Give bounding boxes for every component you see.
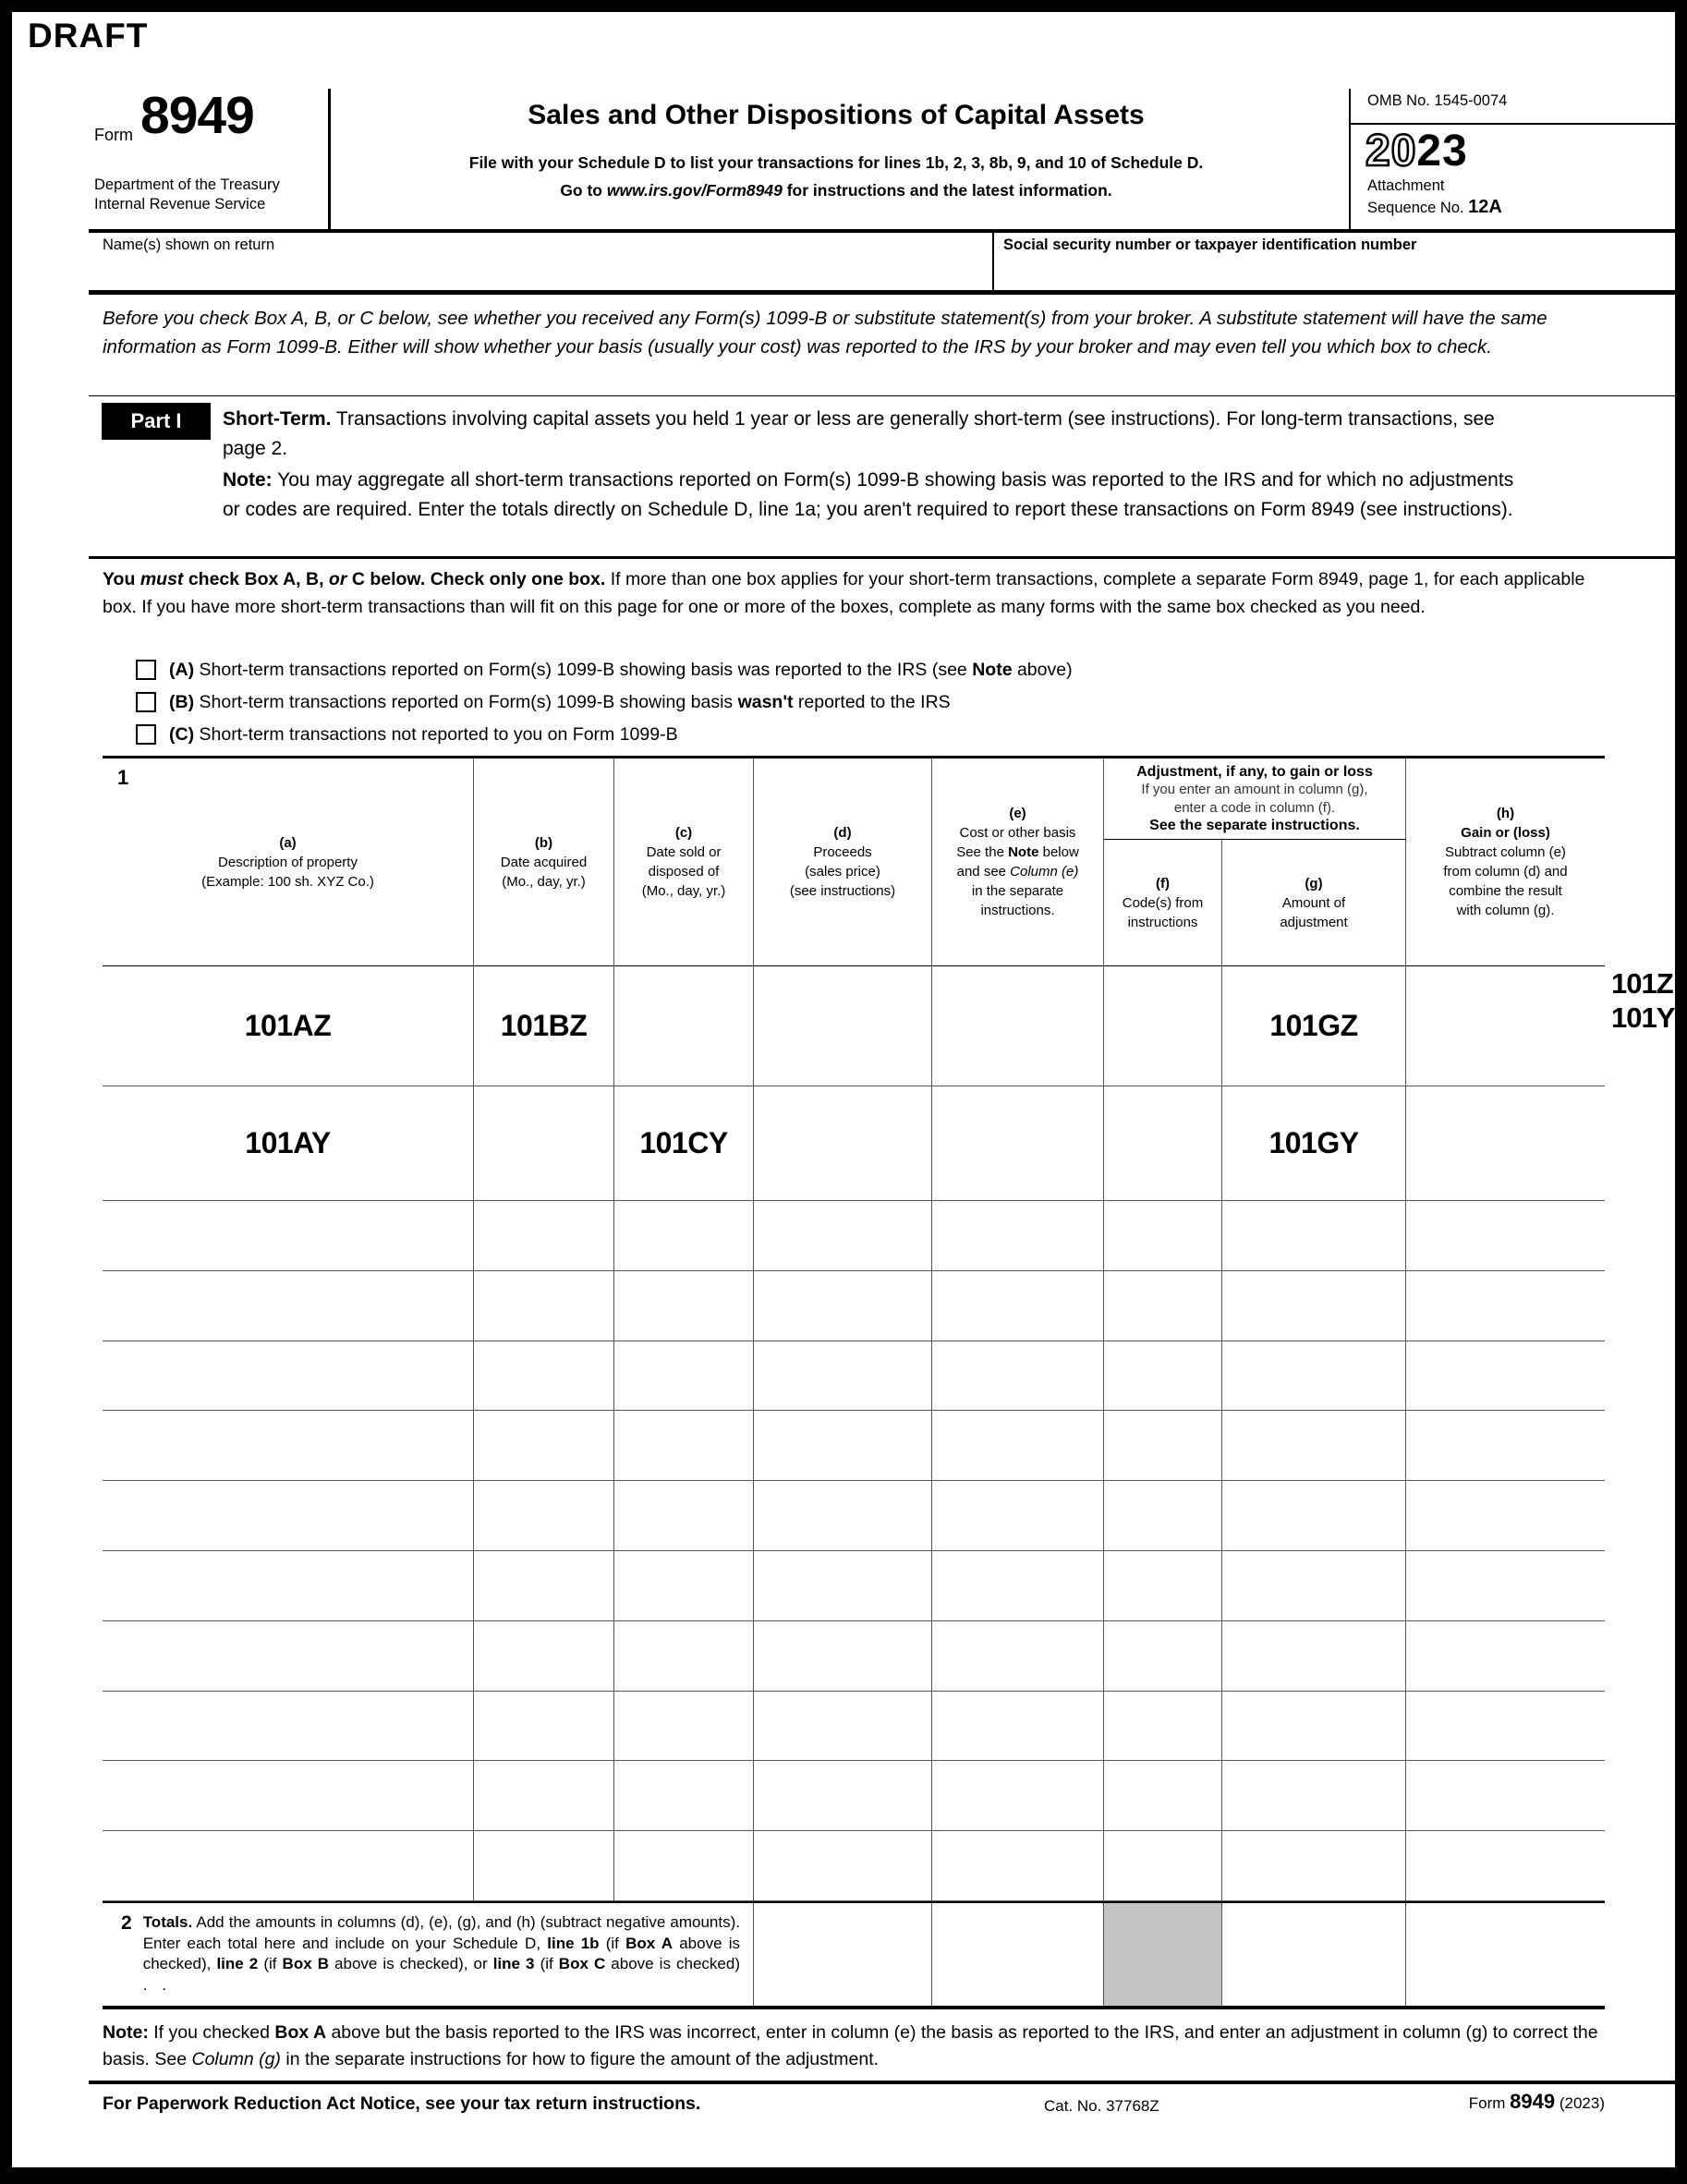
cell-g[interactable] (1222, 1831, 1406, 1901)
cell-d[interactable] (754, 1201, 932, 1271)
cell-e[interactable] (932, 1341, 1104, 1412)
cell-d[interactable] (754, 1271, 932, 1341)
col-d-line1: Proceeds (813, 844, 872, 860)
col-h-line3: combine the result (1449, 883, 1562, 899)
cell-c[interactable] (614, 1481, 754, 1551)
part1-heading (223, 405, 1516, 464)
col-h-line2: from column (d) and (1443, 864, 1568, 880)
cell-b[interactable] (474, 1551, 614, 1621)
cell-c[interactable] (614, 1621, 754, 1692)
totals-t8: . (162, 1975, 167, 1994)
checkbox-a-key: (A) (169, 659, 195, 680)
year-outline: 20 (1365, 127, 1417, 176)
adjustment-t4: See the separate instructions. (1149, 818, 1360, 833)
cell-h[interactable] (1406, 1086, 1605, 1201)
cell-e[interactable] (932, 1831, 1104, 1901)
cell-e[interactable] (932, 1761, 1104, 1831)
tax-year (1365, 126, 1468, 176)
cell-f[interactable] (1104, 966, 1222, 1086)
cell-d[interactable] (754, 1621, 932, 1692)
bottom-note-t1: If you checked (148, 2022, 275, 2043)
omb-divider (1351, 123, 1675, 125)
bottom-note-t3: in the separate instructions for how to figure the amount of the adjustment. (280, 2049, 880, 2069)
checkbox-b[interactable] (136, 692, 156, 712)
part1-badge: Part I (102, 403, 211, 440)
part1-bottom-rule (89, 556, 1676, 559)
cell-c[interactable]: 101CY (614, 1086, 754, 1201)
form-subtitle-1: File with your Schedule D to list your transactions for lines 1b, 2, 3, 8b, 9, and 10 of Schedule D. (468, 153, 1204, 172)
cell-f[interactable] (1104, 1086, 1222, 1201)
col-e-line5: instructions. (980, 903, 1055, 918)
part1-heading-rest: Transactions involving capital assets you held 1 year or less are generally short-term (see instructions). For long-term transactions, see page 2. (223, 408, 1495, 459)
totals-b3: Box A (625, 1934, 674, 1952)
goto-post: for instructions and the latest information. (782, 181, 1112, 200)
draft-watermark: DRAFT (28, 17, 149, 55)
cell-d[interactable] (754, 1341, 932, 1412)
totals-t4: (if (258, 1955, 283, 1972)
part1-heading-bold: Short-Term. (223, 408, 332, 430)
cell-d[interactable] (754, 1831, 932, 1901)
table-body (103, 966, 1605, 1901)
totals-t6: (if (534, 1955, 559, 1972)
footer-form-id (1340, 2090, 1605, 2114)
cell-d[interactable] (754, 1692, 932, 1762)
col-e-l2c: below (1038, 844, 1079, 860)
adjustment-header-text (1104, 758, 1405, 840)
margin-label-101z: 101Z (1611, 967, 1673, 1000)
checkbox-row-c (136, 722, 678, 746)
bottom-note-t2: above but the basis reported to the IRS was incorrect, enter in column (e) the basis as reported to the IRS, and enter an adjustment in column (g) to correct the basis. See (103, 2022, 1598, 2069)
col-e-l3a: and see (956, 864, 1011, 880)
cell-b[interactable] (474, 1831, 614, 1901)
cell-c[interactable] (614, 1692, 754, 1762)
checkbox-b-pre: Short-term transactions reported on Form(s) 1099-B showing basis (194, 691, 738, 712)
cell-f[interactable] (1104, 1692, 1222, 1762)
bottom-note-b1: Note: (103, 2022, 149, 2043)
part1-note-rest: You may aggregate all short-term transactions reported on Form(s) 1099-B showing basis was reported to the IRS and for which no adjustments or codes are required. Enter the totals directly on Schedule D, line 1a; you aren't required to report these transactions on Form 8949 (see instructions). (223, 469, 1514, 520)
cell-a[interactable] (103, 1692, 474, 1762)
cell-b[interactable] (474, 1692, 614, 1762)
cell-g[interactable] (1222, 1761, 1406, 1831)
omb-number: OMB No. 1545-0074 (1367, 92, 1508, 109)
part1-note-bold: Note: (223, 469, 273, 491)
col-g-tag: (g) (1305, 875, 1323, 892)
must-check-b1: You (103, 569, 140, 589)
cell-e[interactable] (932, 1086, 1104, 1201)
totals-b2: line 1b (547, 1934, 600, 1952)
totals-cell-e[interactable] (932, 1903, 1104, 2006)
checkbox-row-b (136, 690, 951, 714)
page-border-top (0, 0, 1687, 12)
cell-h[interactable] (1406, 1201, 1605, 1271)
col-e-l2b: Note (1008, 844, 1039, 860)
totals-label-cell (103, 1903, 754, 2006)
col-a-line2: (Example: 100 sh. XYZ Co.) (201, 873, 374, 890)
cell-f[interactable] (1104, 1551, 1222, 1621)
form-word: Form (94, 126, 133, 144)
cell-a[interactable] (103, 1761, 474, 1831)
col-header-h (1406, 758, 1605, 965)
col-e-line3 (957, 862, 1079, 881)
col-f-line1: Code(s) from (1122, 894, 1204, 911)
checkbox-b-label (169, 692, 951, 713)
checkbox-a-post: above) (1012, 659, 1073, 680)
checkbox-c-pre: Short-term transactions not reported to you on Form 1099-B (194, 723, 678, 745)
col-e-line1: Cost or other basis (959, 825, 1076, 841)
col-g-line2: adjustment (1280, 914, 1348, 930)
cell-e[interactable] (932, 1621, 1104, 1692)
checkbox-b-key: (B) (169, 691, 195, 712)
col-e-line4: in the separate (971, 883, 1064, 899)
col-d-line2: (sales price) (805, 864, 880, 880)
cell-c[interactable] (614, 966, 754, 1086)
cell-f[interactable] (1104, 1411, 1222, 1481)
cell-d[interactable] (754, 1086, 932, 1201)
cell-a[interactable]: 101AZ (103, 966, 474, 1086)
checkbox-a-bold: Note (972, 659, 1013, 680)
totals-b5: Box B (282, 1955, 329, 1972)
col-c-line1: Date sold or (646, 844, 722, 860)
year-solid: 23 (1416, 127, 1468, 176)
cell-b[interactable] (474, 1481, 614, 1551)
cell-e[interactable] (932, 1271, 1104, 1341)
footer-rule (89, 2081, 1676, 2084)
bottom-note-i1: Column (g) (191, 2049, 281, 2069)
header-bottom-rule (89, 229, 1676, 233)
must-check-rest: If more than one box applies for your short-term transactions, complete a separate Form 8949, page 1, for each applicable box. If you have more short-term transactions than will fit on this page for one or more of the boxes, complete as many forms with the same box checked as you need. (103, 569, 1585, 617)
cell-c[interactable] (614, 1551, 754, 1621)
cell-b[interactable]: 101BZ (474, 966, 614, 1086)
cell-a[interactable] (103, 1341, 474, 1412)
cell-g[interactable] (1222, 1621, 1406, 1692)
cell-e[interactable] (932, 1551, 1104, 1621)
checkbox-row-a (136, 658, 1073, 682)
cell-d[interactable] (754, 966, 932, 1086)
cell-b[interactable] (474, 1411, 614, 1481)
totals-cell-h[interactable] (1406, 1903, 1605, 2006)
totals-b7: Box C (558, 1955, 606, 1972)
cell-a[interactable] (103, 1551, 474, 1621)
checkbox-a-label (169, 660, 1073, 681)
col-h-bold-line: Gain or (loss) (1461, 825, 1550, 841)
cell-a[interactable] (103, 1621, 474, 1692)
bottom-note-b2: Box A (274, 2022, 327, 2043)
col-d-tag: (d) (833, 825, 852, 841)
checkbox-a[interactable] (136, 660, 156, 680)
form-title: Sales and Other Dispositions of Capital Assets (528, 100, 1145, 130)
cell-b[interactable] (474, 1086, 614, 1201)
cell-g[interactable] (1222, 1341, 1406, 1412)
ssn-label: Social security number or taxpayer identification number (1003, 237, 1417, 253)
col-d-line3: (see instructions) (789, 883, 896, 899)
cell-h[interactable] (1406, 1692, 1605, 1762)
col-header-g (1222, 840, 1405, 965)
totals-cell-d[interactable] (754, 1903, 932, 2006)
totals-b1: Totals. (142, 1913, 193, 1931)
cell-f[interactable] (1104, 1481, 1222, 1551)
adjustment-t1: Adjustment, if any, to gain or loss (1136, 763, 1373, 780)
intro-paragraph: Before you check Box A, B, or C below, see whether you received any Form(s) 1099-B or substitute statement(s) from your broker. A substitute statement will have the same information as Form 1099-B. Either will show whether your basis (usually your cost) was reported to the IRS by your broker and may even tell you which box to check. (103, 308, 1547, 358)
totals-cell-g[interactable] (1222, 1903, 1406, 2006)
totals-row (103, 1901, 1605, 2009)
footer-form-year: (2023) (1555, 2094, 1605, 2112)
transactions-table-header (103, 756, 1605, 966)
cell-f[interactable] (1104, 1341, 1222, 1412)
totals-t7: above is checked) . (142, 1955, 740, 1994)
col-e-l3b: Column (e) (1010, 864, 1079, 880)
cell-h[interactable] (1406, 1761, 1605, 1831)
attachment-label: Attachment (1367, 177, 1445, 194)
agency-line-1: Department of the Treasury (94, 176, 280, 193)
agency-line-2: Internal Revenue Service (94, 196, 266, 212)
cell-a[interactable] (103, 1201, 474, 1271)
cell-d[interactable] (754, 1551, 932, 1621)
cell-c[interactable] (614, 1271, 754, 1341)
col-e-l2a: See the (956, 844, 1009, 860)
must-check-i1: must (140, 569, 184, 589)
totals-cell-f-shaded (1104, 1903, 1222, 2006)
name-row-bottom-rule (89, 290, 1676, 295)
cell-b[interactable] (474, 1271, 614, 1341)
header-divider-right (1349, 89, 1351, 231)
checkbox-c[interactable] (136, 724, 156, 745)
cell-g[interactable] (1222, 1692, 1406, 1762)
name-input-area[interactable] (103, 257, 985, 288)
irs-url: www.irs.gov/Form8949 (606, 181, 783, 200)
must-check-b3: C below. Check only one box. (346, 569, 606, 589)
totals-line-number: 2 (121, 1912, 132, 1934)
cell-g[interactable] (1222, 1411, 1406, 1481)
cell-a[interactable] (103, 1481, 474, 1551)
totals-text (143, 1912, 740, 2006)
totals-t2: (if (599, 1934, 626, 1952)
cell-h[interactable] (1406, 1481, 1605, 1551)
sequence-line (1367, 197, 1502, 218)
adjustment-sub-headers (1104, 840, 1405, 965)
ssn-input-area[interactable] (1003, 257, 1604, 288)
checkbox-a-pre: Short-term transactions reported on Form(s) 1099-B showing basis was reported to the IRS (see (194, 659, 973, 680)
cell-h[interactable] (1406, 1341, 1605, 1412)
form-number: 8949 (140, 86, 254, 145)
cell-c[interactable] (614, 1201, 754, 1271)
header-divider-left (328, 89, 331, 231)
cell-e[interactable] (932, 1201, 1104, 1271)
col-header-d (754, 758, 932, 965)
draft-margin-labels (1611, 966, 1674, 1035)
cell-e[interactable] (932, 1411, 1104, 1481)
cell-e[interactable] (932, 1692, 1104, 1762)
cell-h[interactable] (1406, 1831, 1605, 1901)
cell-a[interactable] (103, 1831, 474, 1901)
must-check-i2: or (328, 569, 347, 589)
goto-pre: Go to (560, 181, 607, 200)
col-b-line2: (Mo., day, yr.) (502, 873, 586, 890)
cell-f[interactable] (1104, 1271, 1222, 1341)
col-a-tag: (a) (279, 834, 297, 851)
cell-g[interactable] (1222, 1481, 1406, 1551)
cell-h[interactable] (1406, 1551, 1605, 1621)
cell-g[interactable] (1222, 1271, 1406, 1341)
cell-b[interactable] (474, 1341, 614, 1412)
cell-h[interactable] (1406, 1621, 1605, 1692)
footer-form-pre: Form (1468, 2094, 1511, 2112)
part1-note (223, 466, 1516, 525)
col-c-line2: disposed of (648, 864, 720, 880)
cell-b[interactable] (474, 1761, 614, 1831)
col-h-line4: with column (g). (1456, 903, 1555, 918)
catalog-number: Cat. No. 37768Z (1044, 2097, 1159, 2115)
paperwork-notice: For Paperwork Reduction Act Notice, see your tax return instructions. (103, 2093, 701, 2114)
sequence-label: Sequence No. (1367, 200, 1469, 216)
col-c-line3: (Mo., day, yr.) (641, 883, 726, 899)
must-check-b2: check Box A, B, (183, 569, 329, 589)
checkbox-b-bold: wasn't (737, 691, 794, 712)
cell-d[interactable] (754, 1481, 932, 1551)
checkbox-c-key: (C) (169, 723, 195, 745)
adjustment-t2: If you enter an amount in column (g), (1141, 782, 1368, 797)
part1-top-rule (89, 395, 1676, 396)
adjustment-t3: enter a code in column (f). (1173, 799, 1336, 816)
agency-lines (94, 176, 280, 214)
col-a-line1: Description of property (218, 854, 358, 870)
cell-b[interactable] (474, 1201, 614, 1271)
cell-h[interactable] (1406, 1271, 1605, 1341)
col-header-f (1104, 840, 1222, 965)
col-b-tag: (b) (534, 834, 553, 851)
cell-f[interactable] (1104, 1201, 1222, 1271)
cell-g[interactable]: 101GZ (1222, 966, 1406, 1086)
cell-f[interactable] (1104, 1831, 1222, 1901)
form-subtitle-2 (334, 181, 1338, 200)
totals-t1: Add the amounts in columns (d), (e), (g), and (h) (subtract negative amounts). Enter each total here and include on your Schedule D, (142, 1913, 740, 1952)
totals-b6: line 3 (492, 1955, 535, 1972)
page-border-left (0, 0, 12, 2184)
totals-t3: above is checked), (142, 1934, 741, 1972)
col-h-line1: Subtract column (e) (1445, 844, 1566, 860)
col-e-tag: (e) (1009, 806, 1026, 821)
cell-c[interactable] (614, 1341, 754, 1412)
name-label: Name(s) shown on return (103, 237, 275, 253)
cell-a[interactable] (103, 1411, 474, 1481)
cell-f[interactable] (1104, 1761, 1222, 1831)
col-header-b (474, 758, 614, 965)
adjustment-super-header (1104, 758, 1406, 965)
cell-c[interactable] (614, 1411, 754, 1481)
col-header-c (614, 758, 754, 965)
cell-a[interactable] (103, 1271, 474, 1341)
col-f-tag: (f) (1156, 875, 1170, 892)
page-border-right (1675, 0, 1687, 2184)
sequence-number: 12A (1468, 197, 1502, 217)
cell-g[interactable] (1222, 1201, 1406, 1271)
page-border-bottom (0, 2167, 1687, 2184)
cell-f[interactable] (1104, 1621, 1222, 1692)
line-1-label: 1 (117, 766, 129, 789)
totals-b4: line 2 (216, 1955, 259, 1972)
cell-c[interactable] (614, 1761, 754, 1831)
cell-d[interactable] (754, 1761, 932, 1831)
name-ssn-divider (992, 233, 994, 290)
col-g-line1: Amount of (1281, 894, 1346, 911)
cell-g[interactable]: 101GY (1222, 1086, 1406, 1201)
col-header-e (932, 758, 1104, 965)
col-b-line1: Date acquired (500, 854, 588, 870)
col-e-line2 (956, 843, 1079, 862)
cell-h[interactable] (1406, 966, 1605, 1086)
col-header-a (103, 758, 474, 965)
cell-e[interactable] (932, 1481, 1104, 1551)
cell-d[interactable] (754, 1411, 932, 1481)
col-h-tag: (h) (1496, 806, 1515, 821)
totals-t5: above is checked), or (329, 1955, 493, 1972)
cell-e[interactable] (932, 966, 1104, 1086)
cell-h[interactable] (1406, 1411, 1605, 1481)
col-f-line2: instructions (1127, 914, 1198, 930)
margin-label-101y: 101Y (1611, 1001, 1675, 1034)
cell-c[interactable] (614, 1831, 754, 1901)
cell-g[interactable] (1222, 1551, 1406, 1621)
bottom-note (103, 2020, 1618, 2073)
footer-form-number: 8949 (1510, 2090, 1556, 2113)
must-check-paragraph (103, 566, 1618, 621)
col-c-tag: (c) (674, 825, 693, 841)
cell-a[interactable]: 101AY (103, 1086, 474, 1201)
cell-b[interactable] (474, 1621, 614, 1692)
checkbox-c-label (169, 724, 678, 746)
checkbox-b-post: reported to the IRS (793, 691, 951, 712)
